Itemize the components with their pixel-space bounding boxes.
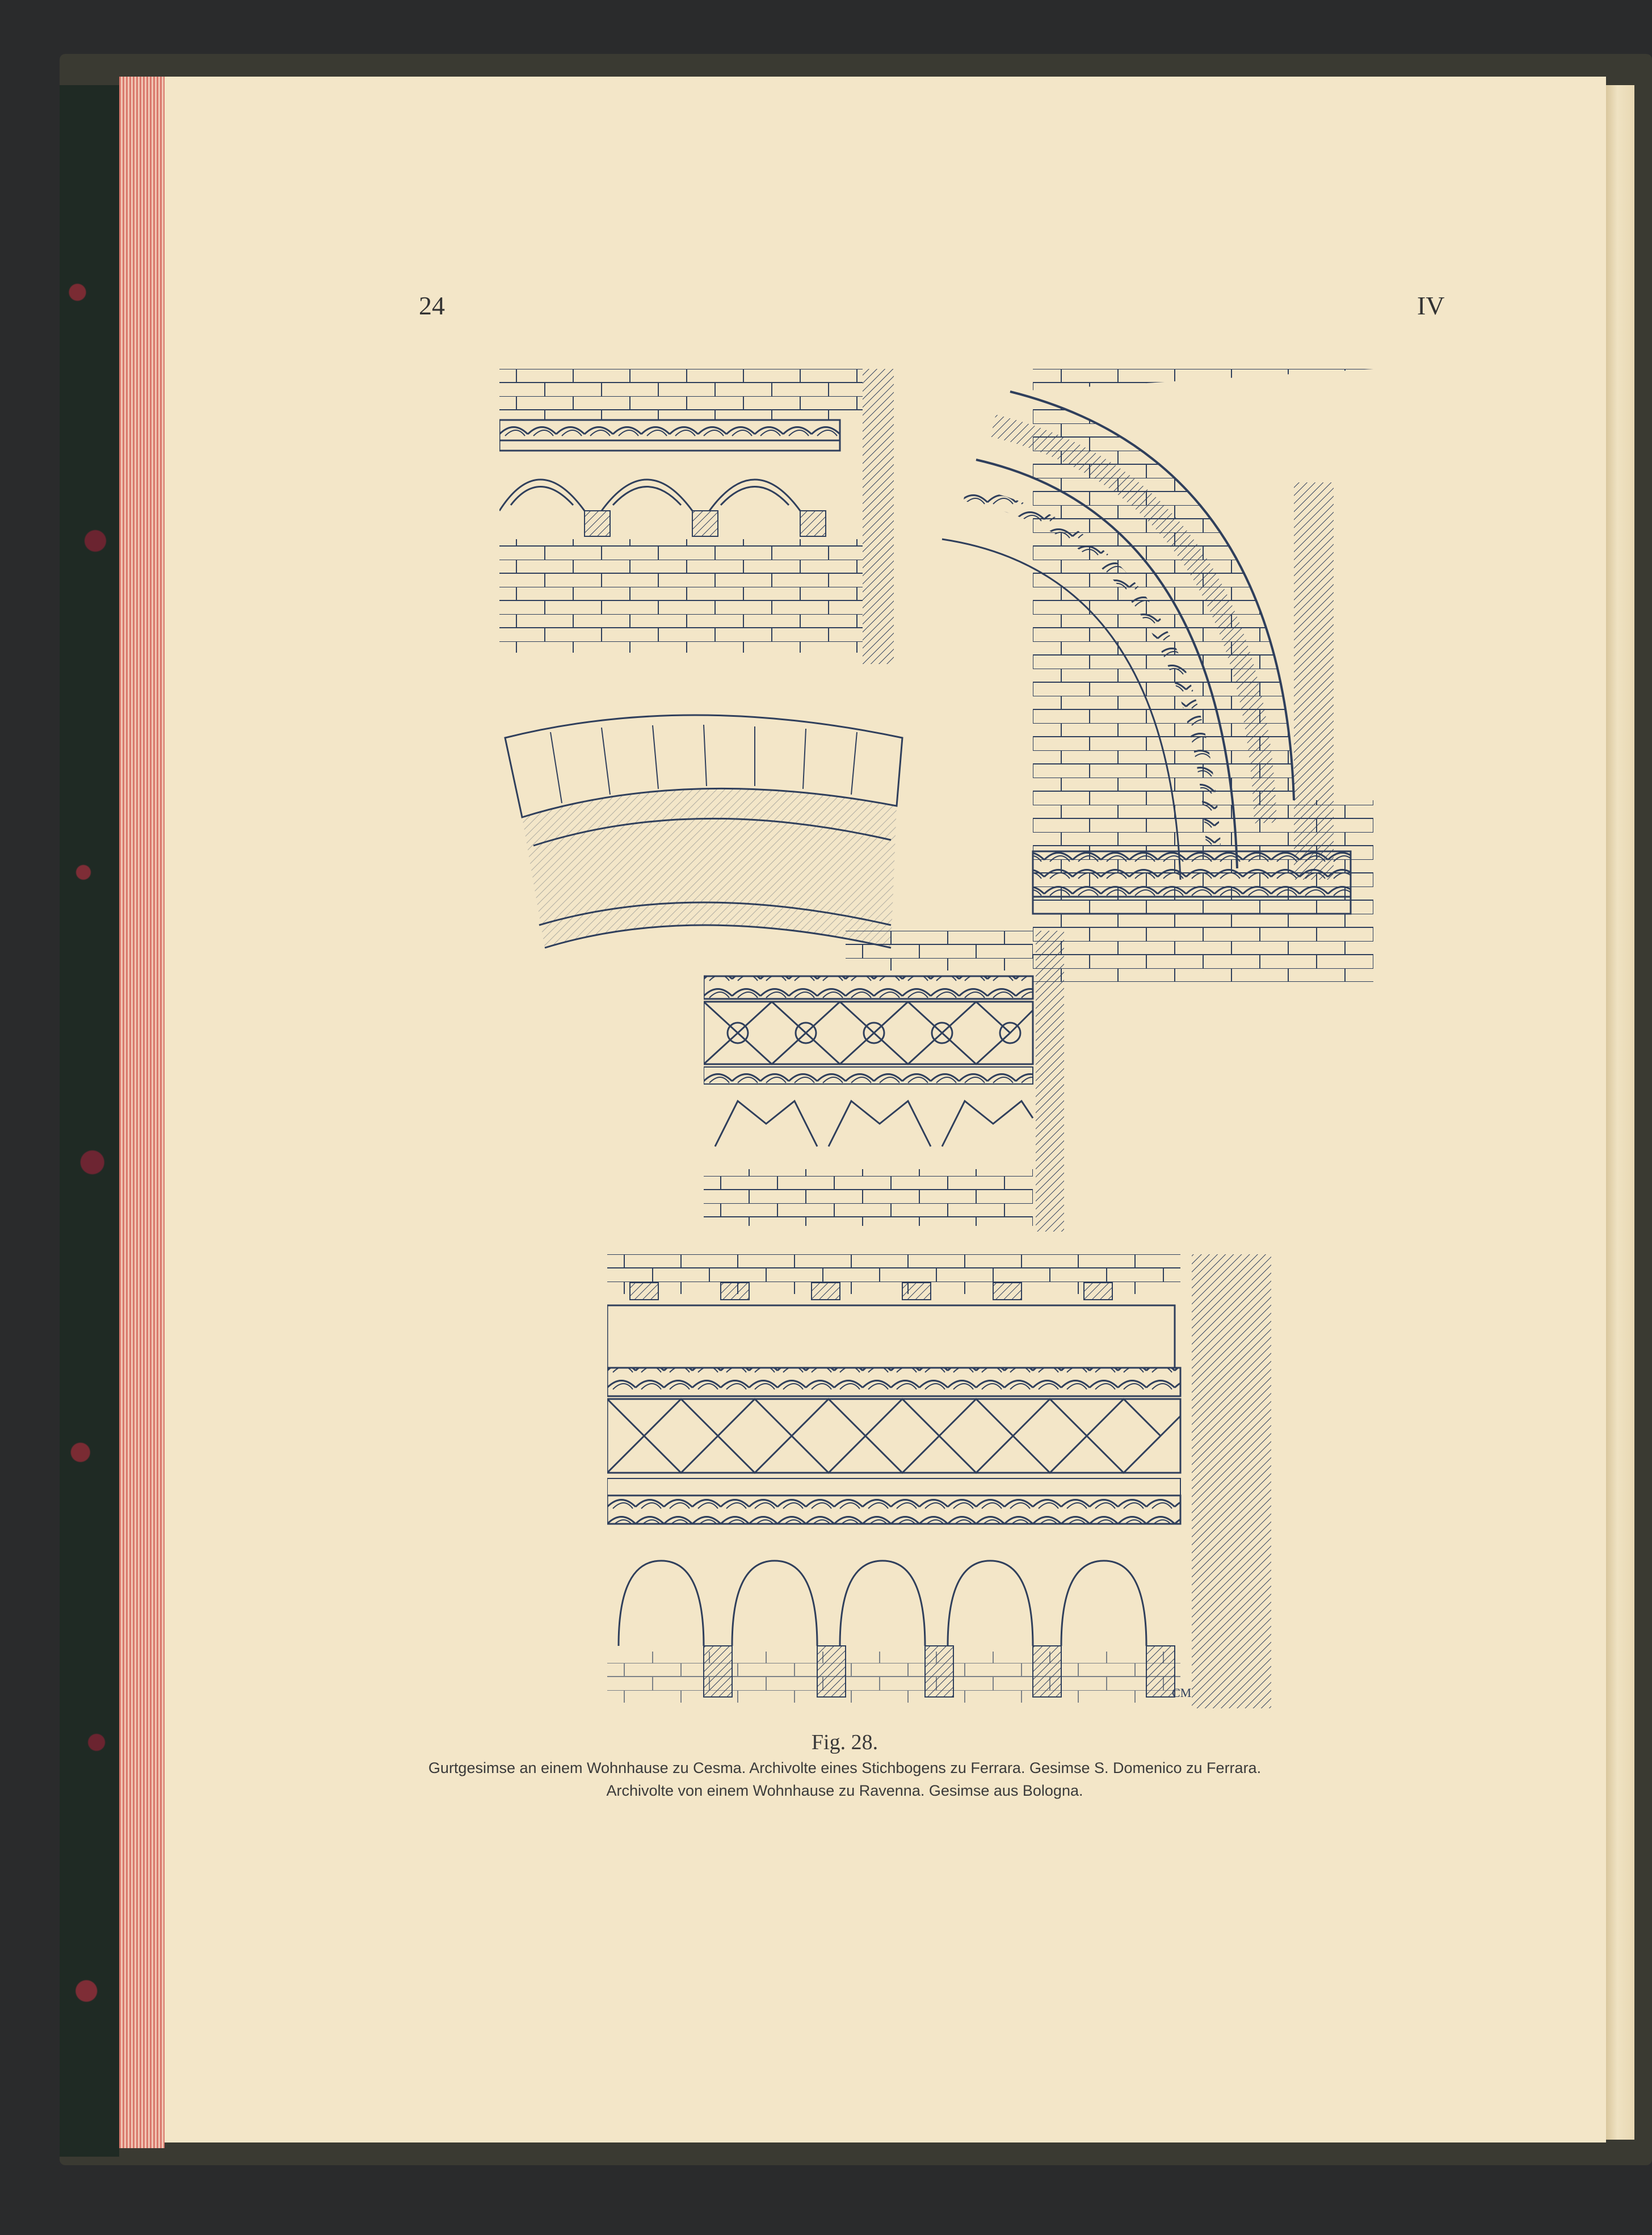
drawing-archivolt-ferrara xyxy=(931,369,1373,982)
book-gutter xyxy=(1606,85,1634,2140)
drawing-cornice-bologna xyxy=(607,1254,1277,1714)
drawing-arch-segment xyxy=(499,709,908,965)
marbled-edge xyxy=(60,85,119,2157)
page-edges xyxy=(119,77,165,2148)
plate-number: IV xyxy=(1417,291,1445,320)
figure-caption-line-1: Gurtgesimse an einem Wohnhause zu Cesma. Archivolte eines Stichbogens zu Ferrara. Gesimse S. Domenico zu Ferrara. xyxy=(428,1759,1262,1776)
drawing-cornice-cesma xyxy=(499,369,902,664)
artist-signature: CM xyxy=(1172,1686,1192,1700)
page-number: 24 xyxy=(419,291,445,320)
figure-caption-line-2: Archivolte von einem Wohnhause zu Ravenna. Gesimse aus Bologna. xyxy=(606,1782,1083,1799)
figure-label: Fig. 28. xyxy=(811,1730,878,1754)
drawing-frieze-ravenna xyxy=(704,931,1067,1232)
